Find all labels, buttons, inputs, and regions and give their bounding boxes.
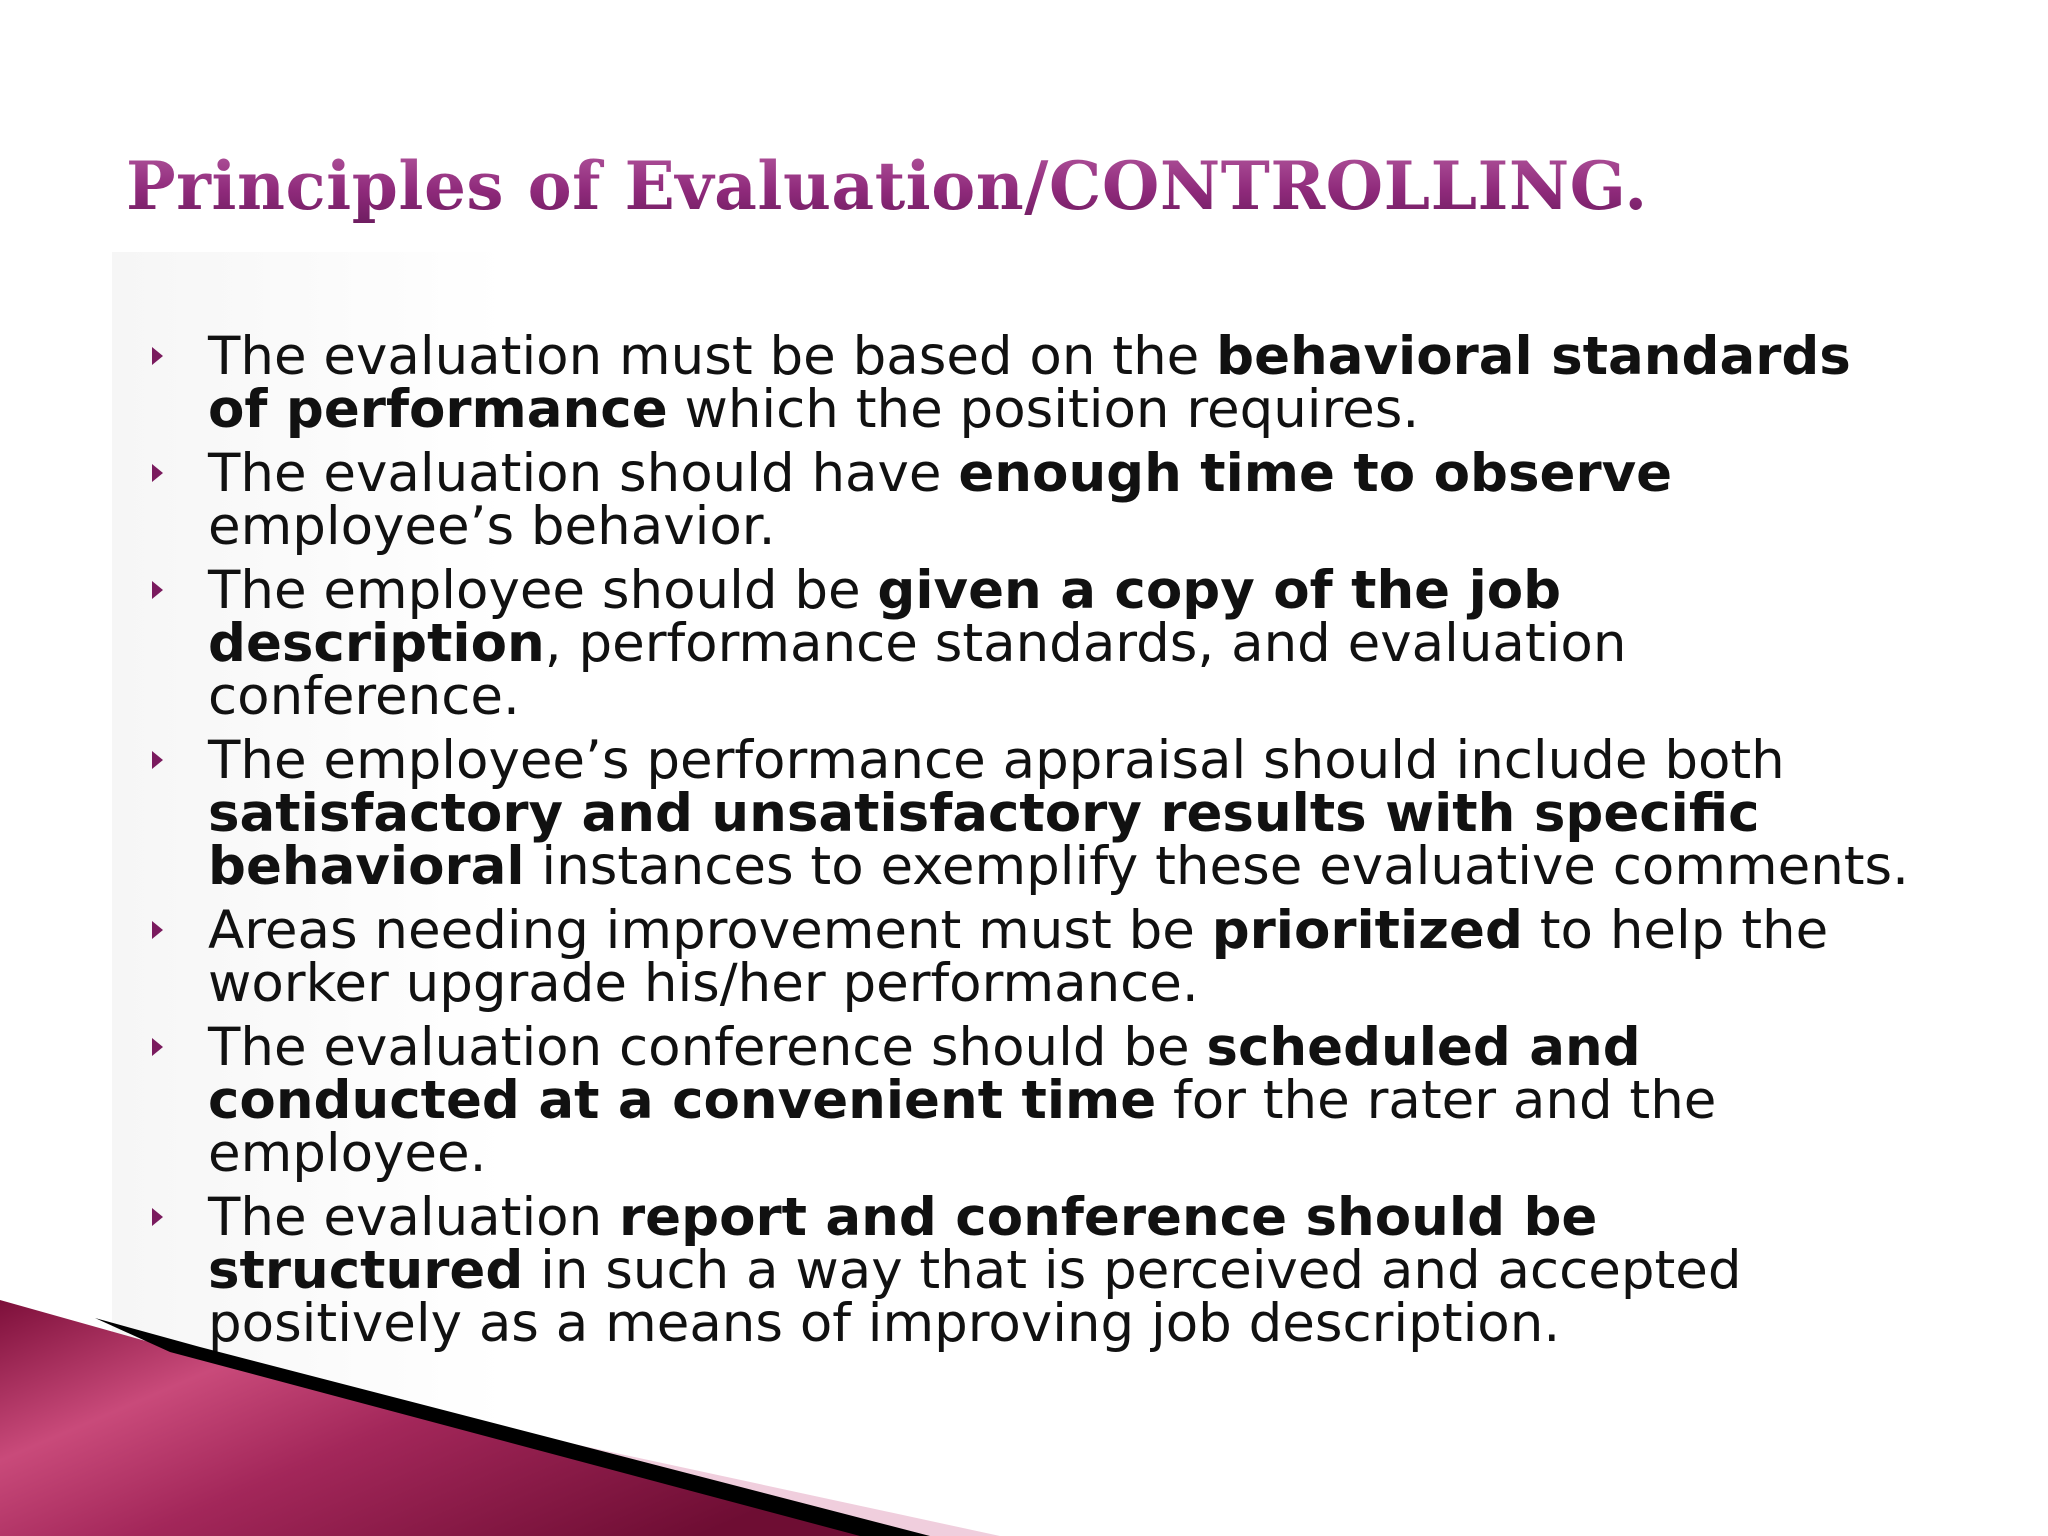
bullet-emphasis: behavioral standards of performance xyxy=(208,326,1851,440)
bullet-emphasis: given a copy of the job description xyxy=(208,560,1562,674)
bullet-segment: The evaluation conference should be xyxy=(208,1017,1207,1078)
bullet-segment: The evaluation xyxy=(208,1187,620,1248)
bullet-emphasis: enough time to observe xyxy=(958,443,1673,504)
bullet-emphasis: prioritized xyxy=(1211,900,1523,961)
bullet-segment: in such a way that is perceived and accepted positively as a means of improving job description. xyxy=(208,1240,1742,1354)
bullet-segment: Areas needing improvement must be xyxy=(208,900,1212,961)
bullet-segment: The employee should be xyxy=(208,560,878,621)
slide-title: Principles of Evaluation/CONTROLLING. xyxy=(126,147,1648,225)
bullet-emphasis: satisfactory and unsatisfactory results with specific behavioral xyxy=(208,783,1760,897)
bullet-segment: The evaluation must be based on the xyxy=(208,326,1217,387)
bullet-segment: instances to exemplify these evaluative comments. xyxy=(524,836,1910,897)
bullet-segment: to help the worker upgrade his/her performance. xyxy=(208,900,1829,1014)
bullet-segment: for the rater and the employee. xyxy=(208,1070,1717,1184)
bullet-emphasis: report and conference should be structured xyxy=(208,1187,1598,1301)
bullet-segment: The employee’s performance appraisal should include both xyxy=(208,730,1785,791)
bullet-segment: The evaluation should have xyxy=(208,443,959,504)
bullet-segment: which the position requires. xyxy=(667,379,1420,440)
bullet-segment: , performance standards, and evaluation conference. xyxy=(208,613,1627,727)
bullet-segment: employee’s behavior. xyxy=(208,496,776,557)
bullet-emphasis: scheduled and conducted at a convenient time xyxy=(208,1017,1641,1131)
